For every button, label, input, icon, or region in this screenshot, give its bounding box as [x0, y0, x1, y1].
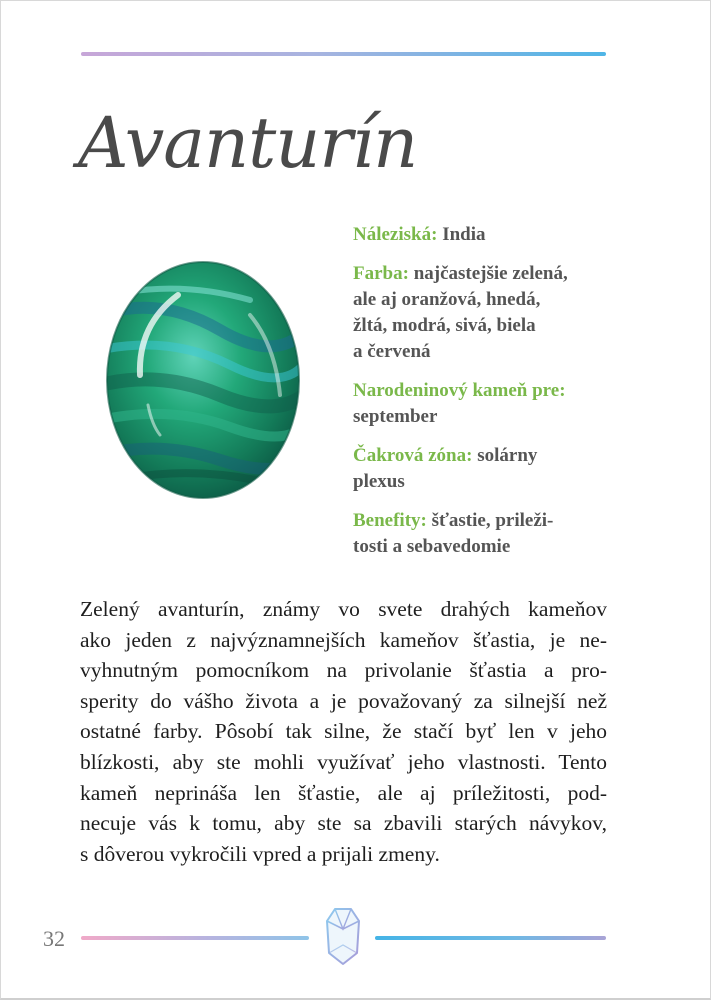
body-line: vyhnutným pomocníkom na privolanie šťastia a pro-: [80, 658, 607, 683]
top-divider: [81, 52, 606, 56]
page-number: 32: [43, 926, 65, 951]
body-line: sperity do vášho života a je považovaný za silnejší než: [80, 688, 607, 713]
info-value: ale aj oranžová, hnedá,: [353, 289, 541, 310]
body-paragraph: [80, 594, 607, 869]
info-value: a červená: [353, 341, 431, 362]
body-line: Zelený avanturín, známy vo svete drahých kameňov: [80, 597, 607, 621]
page-title: Avanturín: [78, 102, 418, 184]
footer-divider-left: [81, 936, 309, 940]
info-label: Narodeninový kameň pre:: [353, 380, 566, 401]
info-value: šťastie, prileži-: [426, 510, 554, 531]
info-label: Benefity:: [353, 510, 427, 531]
info-label: Farba:: [353, 263, 409, 284]
info-value: solárny: [472, 445, 538, 466]
info-value: plexus: [353, 471, 405, 492]
info-label: Čakrová zóna:: [353, 445, 473, 466]
stone-info: [353, 222, 623, 573]
body-line: blízkosti, aby ste mohli využívať jeho vlastnosti. Tento: [80, 749, 607, 774]
info-value: tosti a sebavedomie: [353, 536, 511, 557]
info-value: žltá, modrá, sivá, biela: [353, 315, 536, 336]
info-chakra: [353, 443, 623, 495]
aventurine-stone-illustration: [100, 255, 306, 505]
body-line: necuje vás k tomu, aby ste sa zbavili starých návykov,: [80, 811, 607, 836]
body-line: ostatné farby. Pôsobí tak silne, že stačí byť len v jeho: [80, 719, 607, 744]
info-color: [353, 261, 623, 365]
info-value: India: [437, 224, 486, 245]
info-benefits: [353, 508, 623, 560]
crystal-icon: [324, 905, 362, 972]
info-birthstone: [353, 378, 623, 430]
body-line: s dôverou vykročili vpred a prijali zmeny.: [80, 841, 440, 866]
body-line: kameň neprináša len šťastie, ale aj príležitosti, pod-: [80, 780, 607, 805]
info-locations: [353, 222, 623, 248]
info-label: Náleziská:: [353, 224, 438, 245]
footer-divider-right: [375, 936, 606, 940]
info-value: najčastejšie zelená,: [408, 263, 568, 284]
info-value: september: [353, 406, 438, 427]
body-line: ako jeden z najvýznamnejších kameňov šťastia, je ne-: [80, 627, 607, 652]
